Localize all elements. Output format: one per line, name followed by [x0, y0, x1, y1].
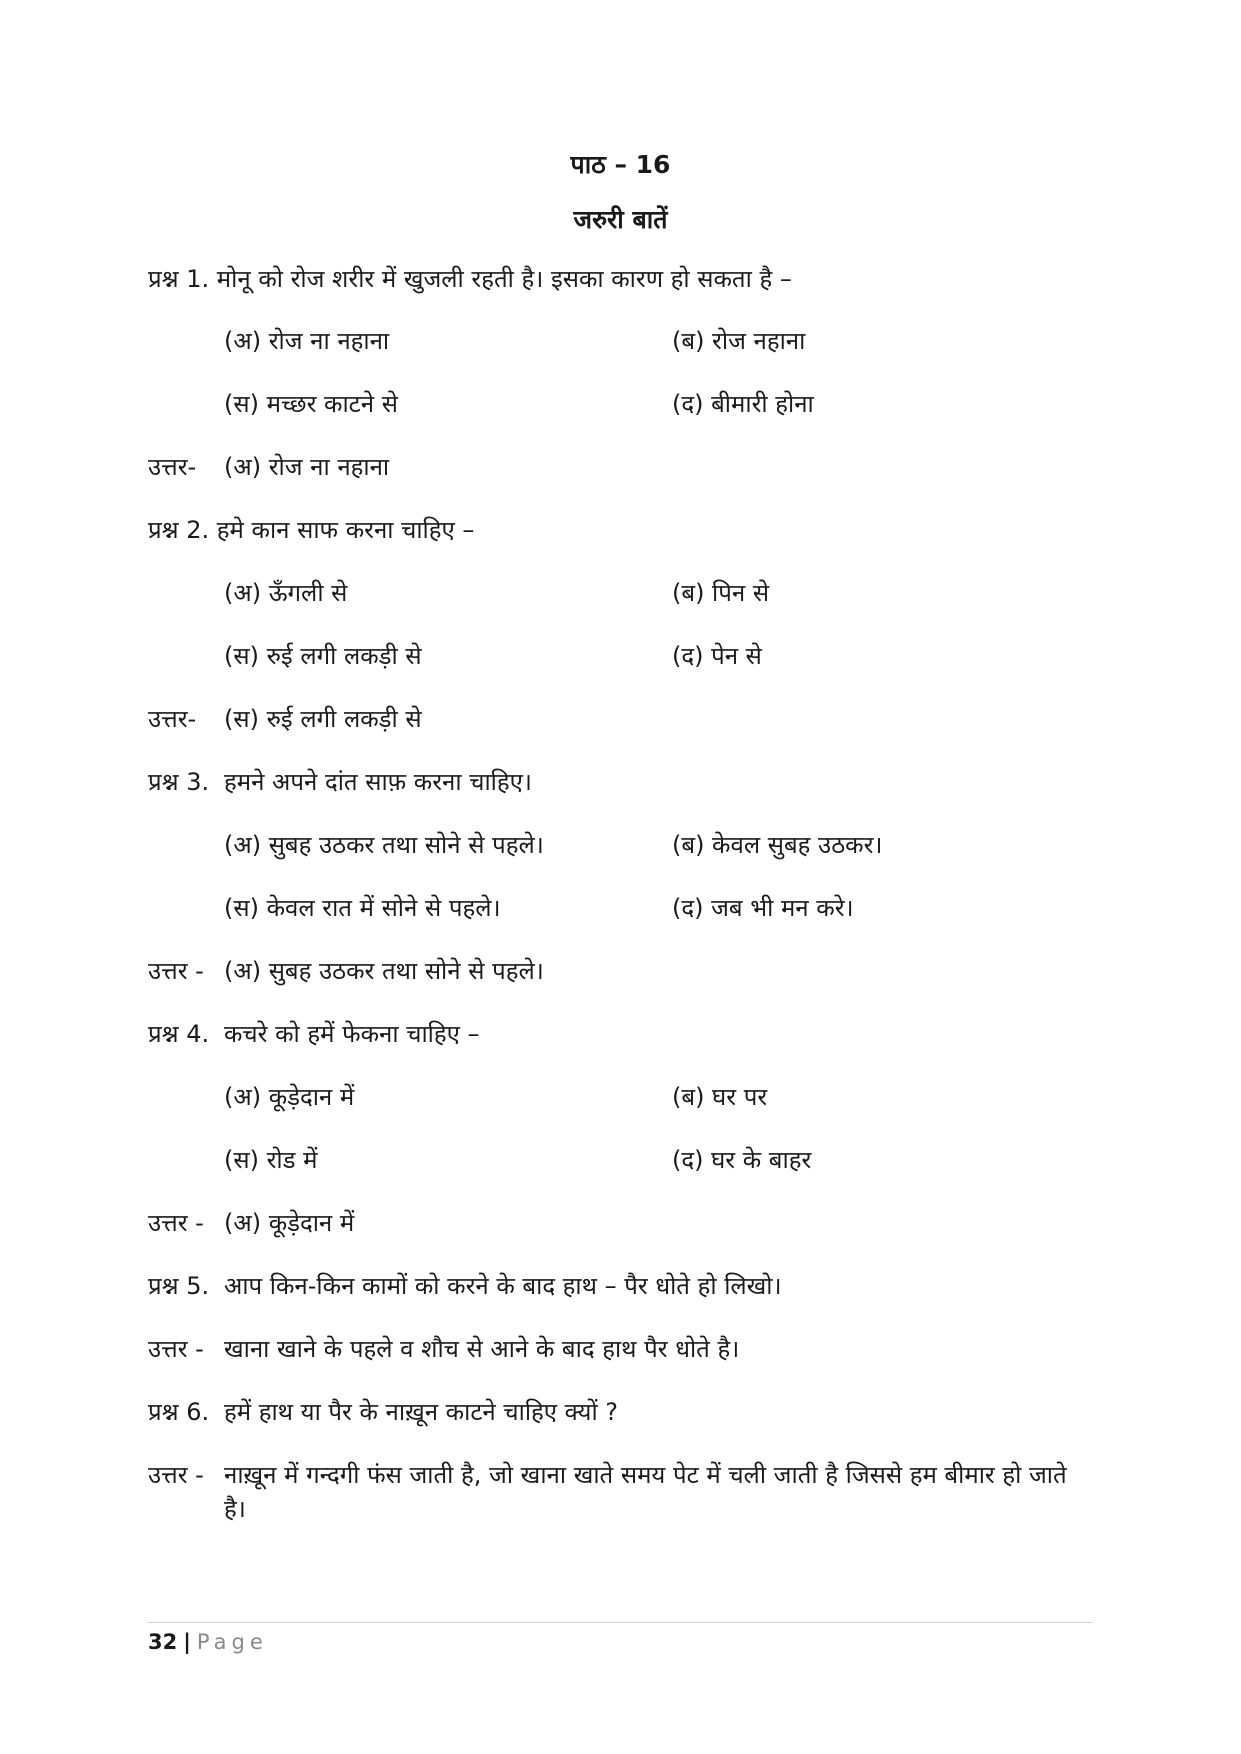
question-2 — [148, 513, 474, 547]
page-number: 32 — [148, 1630, 178, 1654]
q4-option-b: (ब) घर पर — [672, 1083, 768, 1111]
q4-option-d: (द) घर के बाहर — [672, 1146, 812, 1174]
footer-divider — [148, 1622, 1092, 1623]
q4-answer: (अ) कूड़ेदान में — [224, 1209, 355, 1237]
answer-label: उत्तर- — [148, 705, 197, 733]
q2-option-d: (द) पेन से — [672, 642, 762, 670]
q1-option-c: (स) मच्छर काटने से — [224, 390, 398, 418]
q3-option-b: (ब) केवल सुबह उठकर। — [672, 831, 883, 859]
page-word: Page — [196, 1630, 268, 1654]
q5-answer: खाना खाने के पहले व शौच से आने के बाद हाथ पैर धोते है। — [224, 1335, 740, 1363]
question-4-label: प्रश्न 4. — [148, 1020, 210, 1048]
lesson-title: जरुरी बातें — [573, 205, 668, 234]
answer-label: उत्तर- — [148, 453, 197, 481]
answer-label: उत्तर - — [148, 1461, 204, 1489]
q1-option-d: (द) बीमारी होना — [672, 390, 814, 418]
q1-option-b: (ब) रोज नहाना — [672, 327, 806, 355]
question-text: मोनू को रोज शरीर में खुजली रहती है। इसका कारण हो सकता है – — [216, 265, 792, 293]
question-4-text: कचरे को हमें फेकना चाहिए – — [224, 1020, 480, 1048]
footer-separator: | — [183, 1630, 191, 1654]
q2-option-c: (स) रुई लगी लकड़ी से — [224, 642, 422, 670]
question-label: प्रश्न 2. — [148, 516, 210, 544]
q4-option-c: (स) रोड में — [224, 1146, 318, 1174]
q3-option-d: (द) जब भी मन करे। — [672, 894, 854, 922]
question-text: हमे कान साफ करना चाहिए – — [216, 516, 475, 544]
answer-label: उत्तर - — [148, 957, 204, 985]
q2-option-b: (ब) पिन से — [672, 579, 770, 607]
q6-answer: नाख़ून में गन्दगी फंस जाती है, जो खाना खाते समय पेट में चली जाती है जिससे हम बीमार हो जाते है। — [224, 1461, 1067, 1523]
question-5-text: आप किन-किन कामों को करने के बाद हाथ – पैर धोते हो लिखो। — [224, 1272, 782, 1300]
answer-label: उत्तर - — [148, 1335, 204, 1363]
question-3-text: हमने अपने दांत साफ़ करना चाहिए। — [224, 768, 532, 796]
answer-label: उत्तर - — [148, 1209, 204, 1237]
question-label: प्रश्न 1. — [148, 265, 210, 293]
question-1 — [148, 262, 792, 296]
question-6-label: प्रश्न 6. — [148, 1398, 210, 1426]
q1-option-a: (अ) रोज ना नहाना — [224, 327, 390, 355]
question-6-text: हमें हाथ या पैर के नाख़ून काटने चाहिए क्यों ? — [224, 1398, 619, 1426]
q2-option-a: (अ) ऊँगली से — [224, 579, 348, 607]
q3-answer: (अ) सुबह उठकर तथा सोने से पहले। — [224, 957, 544, 985]
q3-option-c: (स) केवल रात में सोने से पहले। — [224, 894, 501, 922]
q4-option-a: (अ) कूड़ेदान में — [224, 1083, 355, 1111]
q2-answer: (स) रुई लगी लकड़ी से — [224, 705, 422, 733]
lesson-number: पाठ – 16 — [570, 150, 671, 179]
q3-option-a: (अ) सुबह उठकर तथा सोने से पहले। — [224, 831, 544, 859]
q1-answer: (अ) रोज ना नहाना — [224, 453, 390, 481]
page-footer — [148, 1628, 268, 1656]
question-3-label: प्रश्न 3. — [148, 768, 210, 796]
question-5-label: प्रश्न 5. — [148, 1272, 210, 1300]
